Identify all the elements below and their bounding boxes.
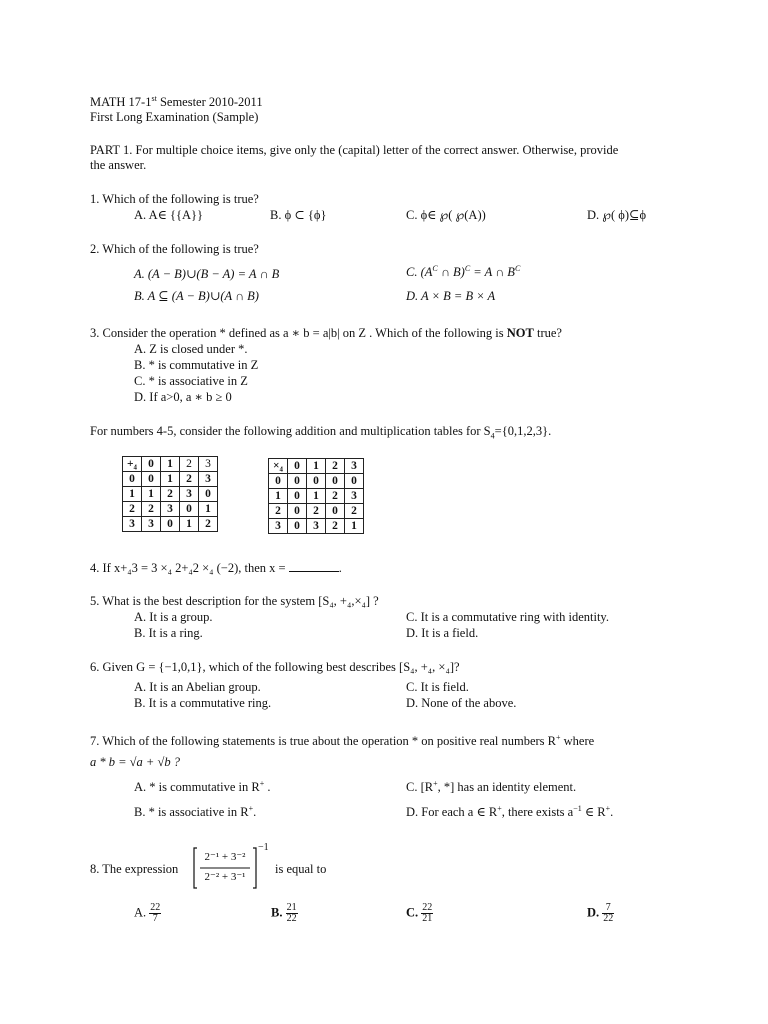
multiplication-table-row	[269, 519, 364, 534]
q5-option-d: D. It is a field.	[406, 626, 479, 640]
addition-table-cell: 2	[161, 487, 180, 502]
addition-table-row	[123, 502, 218, 517]
addition-table-cell: 3	[123, 517, 142, 532]
q8-numerator: 2⁻¹ + 3⁻²	[204, 851, 246, 863]
addition-table-header-cell: 2	[180, 457, 199, 472]
multiplication-table-cell: 0	[326, 504, 345, 519]
multiplication-table-cell: 3	[345, 489, 364, 504]
q7-option-a: A. * is commutative in R+ .	[134, 778, 271, 794]
multiplication-table-cell: 0	[288, 504, 307, 519]
addition-table-row	[123, 487, 218, 502]
addition-table-header-cell: 3	[199, 457, 218, 472]
addition-table-cell: 0	[123, 472, 142, 487]
q1-option-b: B. ϕ ⊂ {ϕ}	[270, 208, 327, 222]
q3-option-c: C. * is associative in Z	[134, 374, 248, 388]
q1-option-c: C. ϕ∈ ℘( ℘(A))	[406, 208, 486, 222]
q8-expression	[192, 846, 258, 890]
q8-option-d: D. $\frac{7}{22}$	[587, 902, 614, 924]
addition-table-cell: 0	[161, 517, 180, 532]
addition-table-cell: 0	[180, 502, 199, 517]
multiplication-table-row	[269, 504, 364, 519]
q5-option-c: C. It is a commutative ring with identity.	[406, 610, 609, 624]
q8-option-a: A. $\frac{22}{7}$	[134, 902, 161, 924]
q5-option-b: B. It is a ring.	[134, 626, 203, 640]
addition-table-header-cell: 1	[161, 457, 180, 472]
multiplication-table-cell: 2	[326, 489, 345, 504]
multiplication-table-cell: 3	[269, 519, 288, 534]
multiplication-table-cell: 1	[307, 489, 326, 504]
multiplication-table-cell: 0	[345, 474, 364, 489]
q8-option-b-fraction: $\frac{21}{22}$	[286, 902, 297, 924]
addition-table-cell: 3	[161, 502, 180, 517]
multiplication-table-header-cell: 1	[307, 459, 326, 474]
addition-table-cell: 3	[180, 487, 199, 502]
q45-intro: For numbers 4-5, consider the following addition and multiplication tables for $S_4=\{0,1,2,3\}$.	[90, 424, 552, 441]
q3-option-d: D. If a>0, a ∗ b ≥ 0	[134, 390, 232, 404]
multiplication-table-cell: 1	[345, 519, 364, 534]
q3-option-b: B. * is commutative in Z	[134, 358, 259, 372]
q7-option-c: C. [R+, *] has an identity element.	[406, 778, 577, 794]
q6-stem: 6. Given G = {−1,0,1}, which of the following best describes [S₄, +₄, ×₄]?	[90, 660, 460, 674]
multiplication-table-row	[269, 489, 364, 504]
addition-table-cell: 1	[123, 487, 142, 502]
q8-option-b: B. $\frac{21}{22}$	[271, 902, 297, 924]
q4-stem: 4. If x+₄3 = 3 ×₄ 2+₄2 ×₄ (−2), then x = .	[90, 561, 342, 575]
addition-table-row	[123, 517, 218, 532]
multiplication-table-cell: 2	[307, 504, 326, 519]
q1-stem: 1. Which of the following is true?	[90, 192, 259, 206]
multiplication-table-cell: 2	[269, 504, 288, 519]
q3-stem: 3. Consider the operation * defined as a ∗ b = a|b| on Z . Which of the following is NOT true?	[90, 326, 562, 340]
q4-answer-blank[interactable]	[289, 561, 339, 572]
multiplication-table-cell: 2	[345, 504, 364, 519]
addition-table-header-row	[123, 457, 218, 472]
addition-table-op: +₄	[123, 457, 142, 472]
q2-option-c: C. ($A^C$ ∩ B)$^C$ = A ∩ $B^C$	[406, 263, 521, 279]
addition-table-header-cell: 0	[142, 457, 161, 472]
multiplication-table-cell: 3	[307, 519, 326, 534]
addition-table-cell: 2	[142, 502, 161, 517]
addition-table-cell: 2	[199, 517, 218, 532]
addition-table-cell: 1	[161, 472, 180, 487]
addition-table-cell: 0	[142, 472, 161, 487]
multiplication-table-cell: 0	[307, 474, 326, 489]
q6-option-a: A. It is an Abelian group.	[134, 680, 261, 694]
q8-stem-start: 8. The expression	[90, 862, 179, 876]
q6-option-d: D. None of the above.	[406, 696, 517, 710]
q2-option-d: D. A × B = B × A	[406, 289, 496, 303]
addition-table-row	[123, 472, 218, 487]
q8-option-d-fraction: $\frac{7}{22}$	[603, 902, 614, 924]
q8-option-c-fraction: $\frac{22}{21}$	[422, 902, 433, 924]
q7-option-b: B. * is associative in R+.	[134, 803, 257, 819]
q7-option-d: D. For each a ∈ R+, there exists $a^{-1}$ ∈ R+.	[406, 803, 614, 819]
multiplication-table-cell: 0	[288, 489, 307, 504]
addition-table-cell: 3	[199, 472, 218, 487]
addition-table-cell: 1	[142, 487, 161, 502]
part1-instructions-line2: the answer.	[90, 158, 147, 172]
multiplication-table	[268, 458, 364, 534]
q6-option-b: B. It is a commutative ring.	[134, 696, 272, 710]
q8-option-c: C. $\frac{22}{21}$	[406, 902, 433, 924]
addition-table-cell: 1	[199, 502, 218, 517]
q7-stem: 7. Which of the following statements is true about the operation * on positive real numbers R+ where	[90, 732, 595, 748]
multiplication-table-header-cell: 3	[345, 459, 364, 474]
multiplication-table-cell: 2	[326, 519, 345, 534]
multiplication-table-cell: 0	[326, 474, 345, 489]
addition-table	[122, 456, 218, 532]
q1-option-a: A. A∈ {{A}}	[134, 208, 204, 222]
addition-table-cell: 2	[123, 502, 142, 517]
multiplication-table-cell: 0	[269, 474, 288, 489]
multiplication-table-header-row	[269, 459, 364, 474]
q8-option-a-fraction: $\frac{22}{7}$	[150, 902, 161, 924]
multiplication-table-op: ×₄	[269, 459, 288, 474]
multiplication-table-header-cell: 0	[288, 459, 307, 474]
addition-table-cell: 2	[180, 472, 199, 487]
q7-definition: a * b = √a + √b ?	[90, 755, 180, 769]
part1-instructions-line1: PART 1. For multiple choice items, give only the (capital) letter of the correct answer. Otherwise, provide	[90, 143, 619, 157]
exam-subtitle: First Long Examination (Sample)	[90, 110, 259, 124]
q3-option-a: A. Z is closed under *.	[134, 342, 248, 356]
q8-denominator: 2⁻² + 3⁻¹	[204, 871, 246, 883]
q8-exponent: −1	[258, 842, 269, 853]
q2-option-b: B. A ⊆ (A − B)∪(A ∩ B)	[134, 289, 259, 303]
q5-option-a: A. It is a group.	[134, 610, 213, 624]
addition-table-cell: 0	[199, 487, 218, 502]
q2-option-a: A. (A − B)∪(B − A) = A ∩ B	[134, 267, 280, 281]
multiplication-table-cell: 0	[288, 474, 307, 489]
q1-option-d: D. ℘( ϕ)⊆ϕ	[587, 208, 647, 222]
addition-table-cell: 3	[142, 517, 161, 532]
q2-stem: 2. Which of the following is true?	[90, 242, 259, 256]
multiplication-table-cell: 0	[288, 519, 307, 534]
q6-option-c: C. It is field.	[406, 680, 469, 694]
course-title: MATH 17-1st Semester 2010-2011	[90, 93, 263, 109]
multiplication-table-header-cell: 2	[326, 459, 345, 474]
addition-table-cell: 1	[180, 517, 199, 532]
multiplication-table-row	[269, 474, 364, 489]
q5-stem: 5. What is the best description for the system [S₄, +₄,×₄] ?	[90, 594, 379, 608]
q8-stem-end: is equal to	[275, 862, 327, 876]
multiplication-table-cell: 1	[269, 489, 288, 504]
